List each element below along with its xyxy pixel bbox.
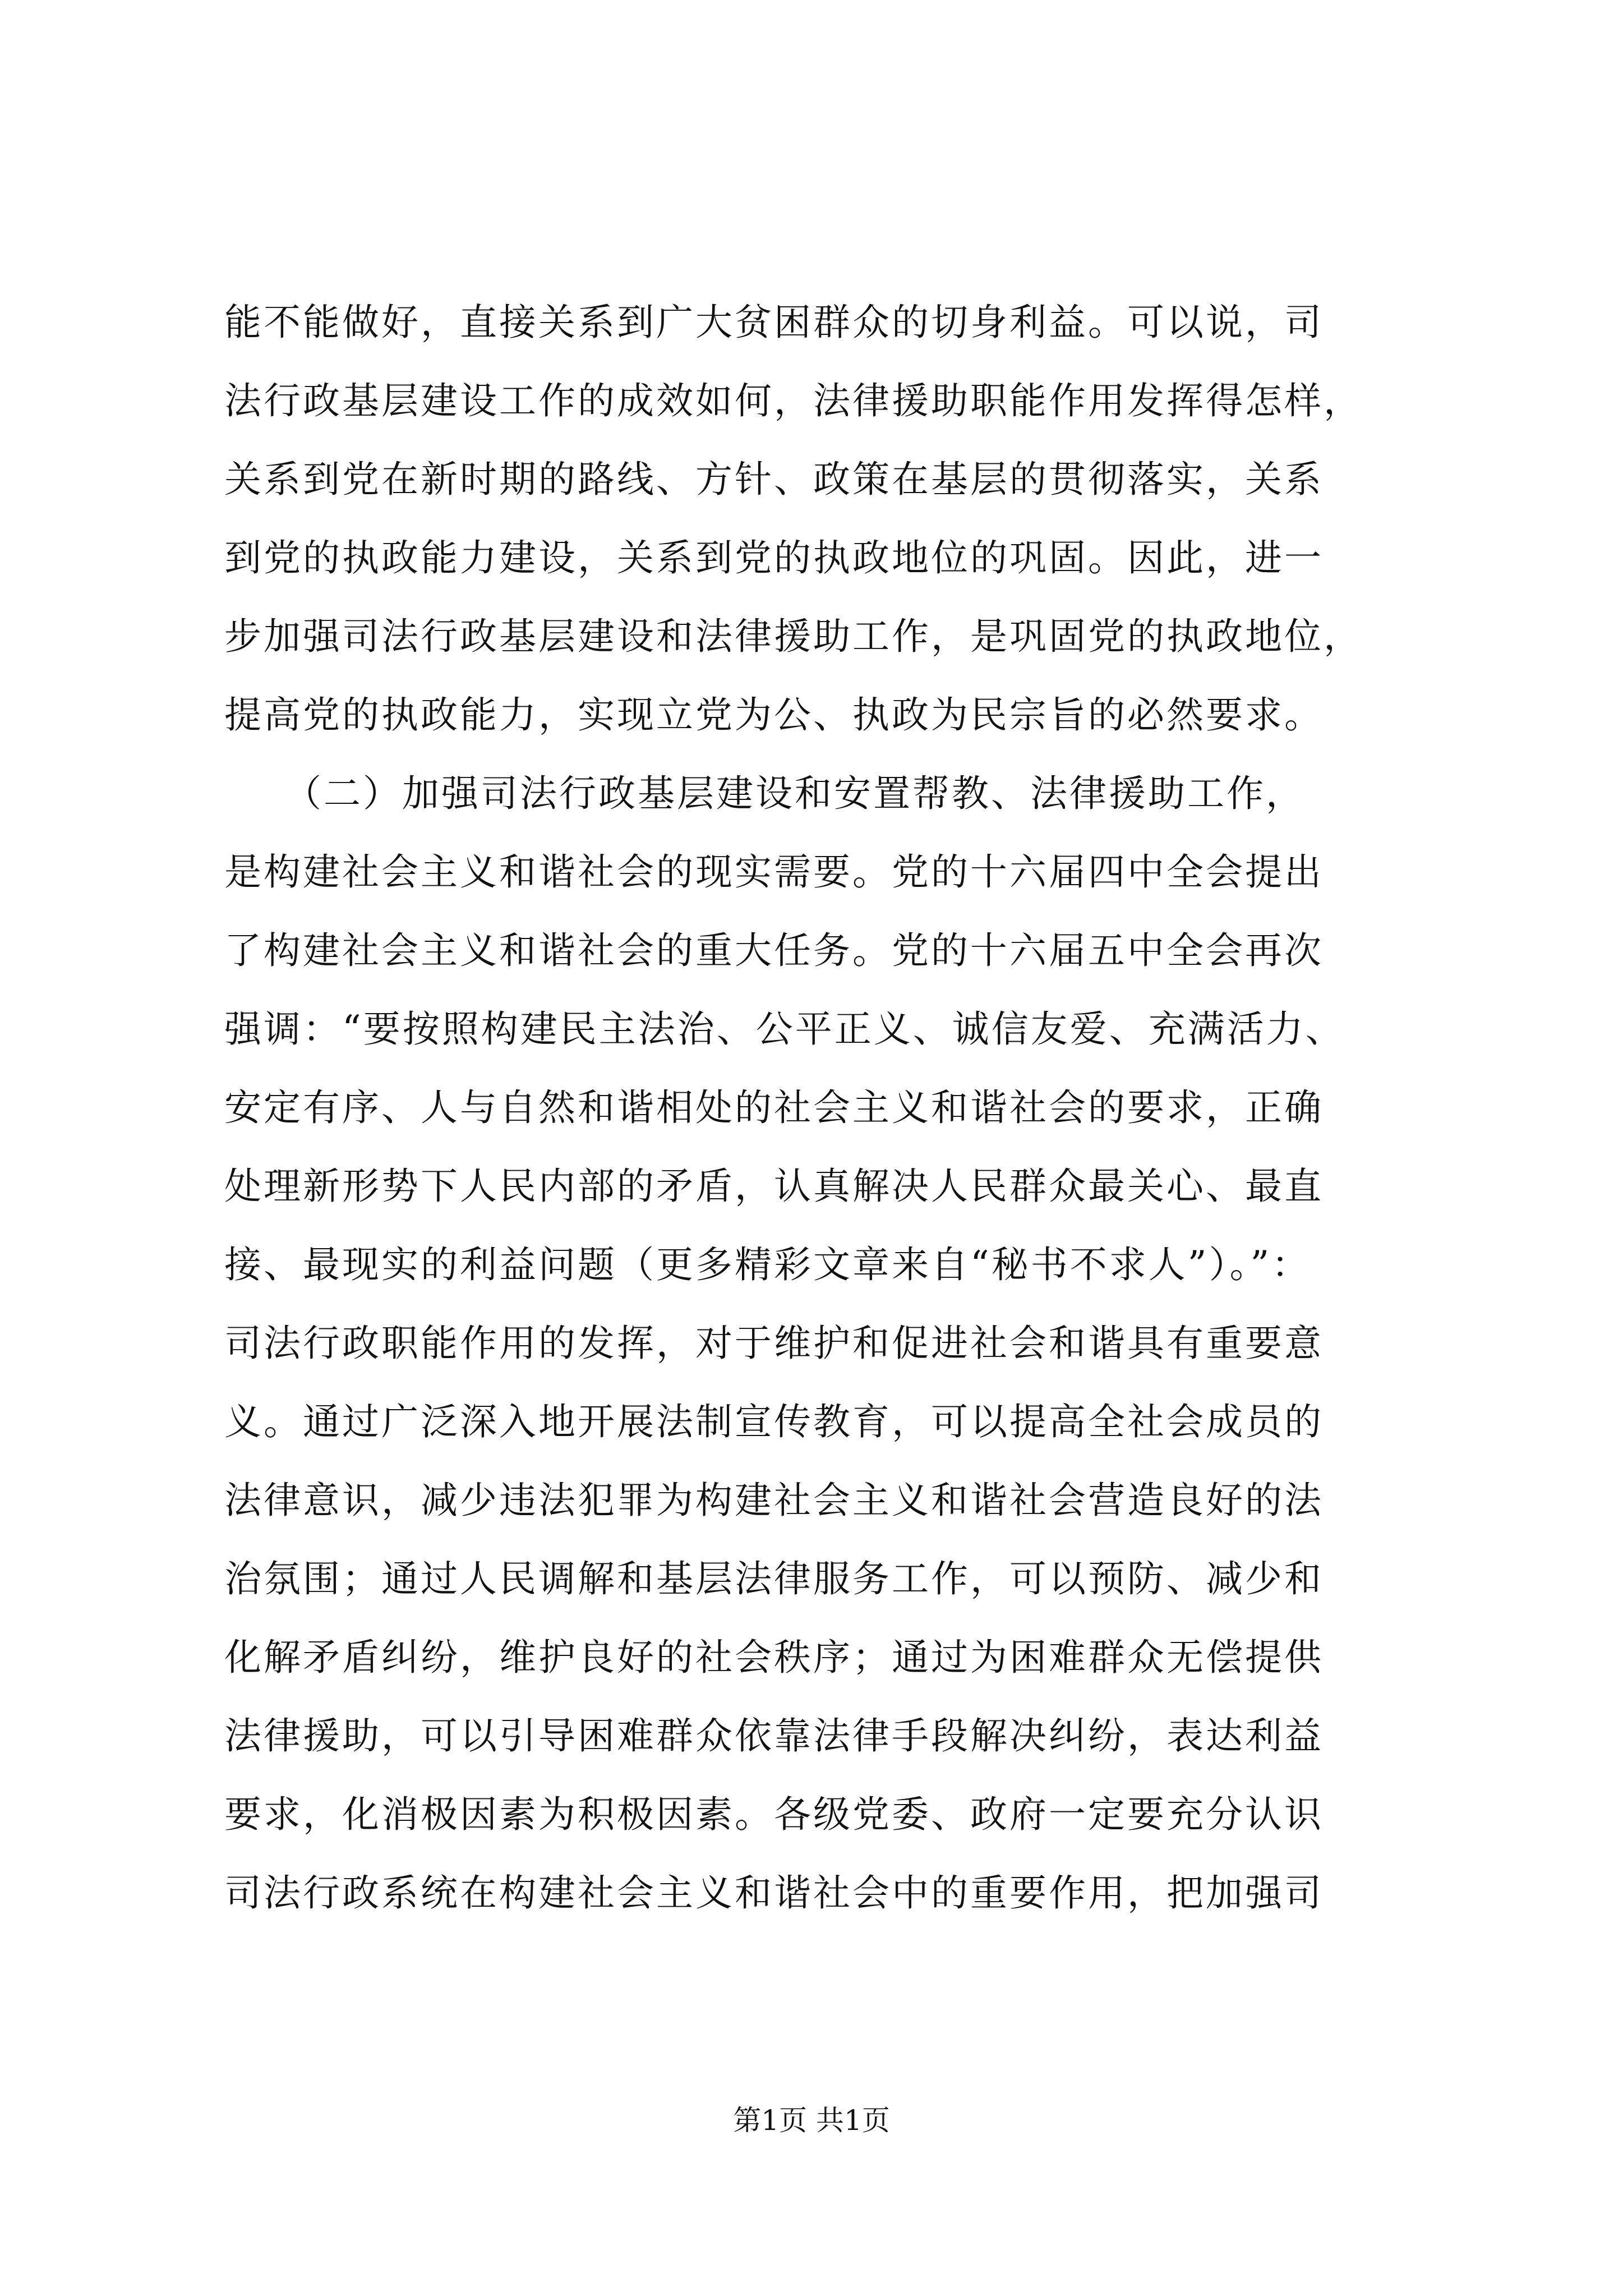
body-line: 到党的执政能力建设，关系到党的执政地位的巩固。因此，进一 — [224, 536, 1324, 579]
body-line: 接、最现实的利益问题（更多精彩文章来自“秘书不求人”）。”： — [224, 1243, 1311, 1286]
body-line: 司法行政职能作用的发挥，对于维护和促进社会和谐具有重要意 — [224, 1322, 1324, 1365]
body-line: 法行政基层建设工作的成效如何，法律援助职能作用发挥得怎样， — [224, 379, 1363, 422]
body-line: （二）加强司法行政基层建设和安置帮教、法律援助工作， — [224, 772, 1305, 815]
page-footer: 第1页 共1页 — [733, 2104, 890, 2137]
body-line: 步加强司法行政基层建设和法律援助工作，是巩固党的执政地位， — [224, 615, 1363, 658]
body-line: 法律意识，减少违法犯罪为构建社会主义和谐社会营造良好的法 — [224, 1479, 1324, 1522]
body-line: 提高党的执政能力，实现立党为公、执政为民宗旨的必然要求。 — [224, 693, 1324, 737]
body-line: 了构建社会主义和谐社会的重大任务。党的十六届五中全会再次 — [224, 929, 1324, 972]
body-line: 化解矛盾纠纷，维护良好的社会秩序；通过为困难群众无偿提供 — [224, 1636, 1324, 1679]
body-line: 义。通过广泛深入地开展法制宣传教育，可以提高全社会成员的 — [224, 1400, 1324, 1443]
body-line: 能不能做好，直接关系到广大贫困群众的切身利益。可以说，司 — [224, 301, 1324, 344]
body-line: 是构建社会主义和谐社会的现实需要。党的十六届四中全会提出 — [224, 850, 1324, 894]
body-line: 关系到党在新时期的路线、方针、政策在基层的贯彻落实，关系 — [224, 458, 1324, 501]
body-line: 要求，化消极因素为积极因素。各级党委、政府一定要充分认识 — [224, 1793, 1324, 1836]
body-line: 强调：“要按照构建民主法治、公平正义、诚信友爱、充满活力、 — [224, 1007, 1345, 1051]
body-line: 司法行政系统在构建社会主义和谐社会中的重要作用，把加强司 — [224, 1871, 1324, 1915]
body-line: 法律援助，可以引导困难群众依靠法律手段解决纠纷，表达利益 — [224, 1714, 1324, 1757]
body-line: 安定有序、人与自然和谐相处的社会主义和谐社会的要求，正确 — [224, 1086, 1324, 1129]
body-line: 处理新形势下人民内部的矛盾，认真解决人民群众最关心、最直 — [224, 1165, 1324, 1208]
body-line: 治氛围；通过人民调解和基层法律服务工作，可以预防、减少和 — [224, 1557, 1324, 1600]
